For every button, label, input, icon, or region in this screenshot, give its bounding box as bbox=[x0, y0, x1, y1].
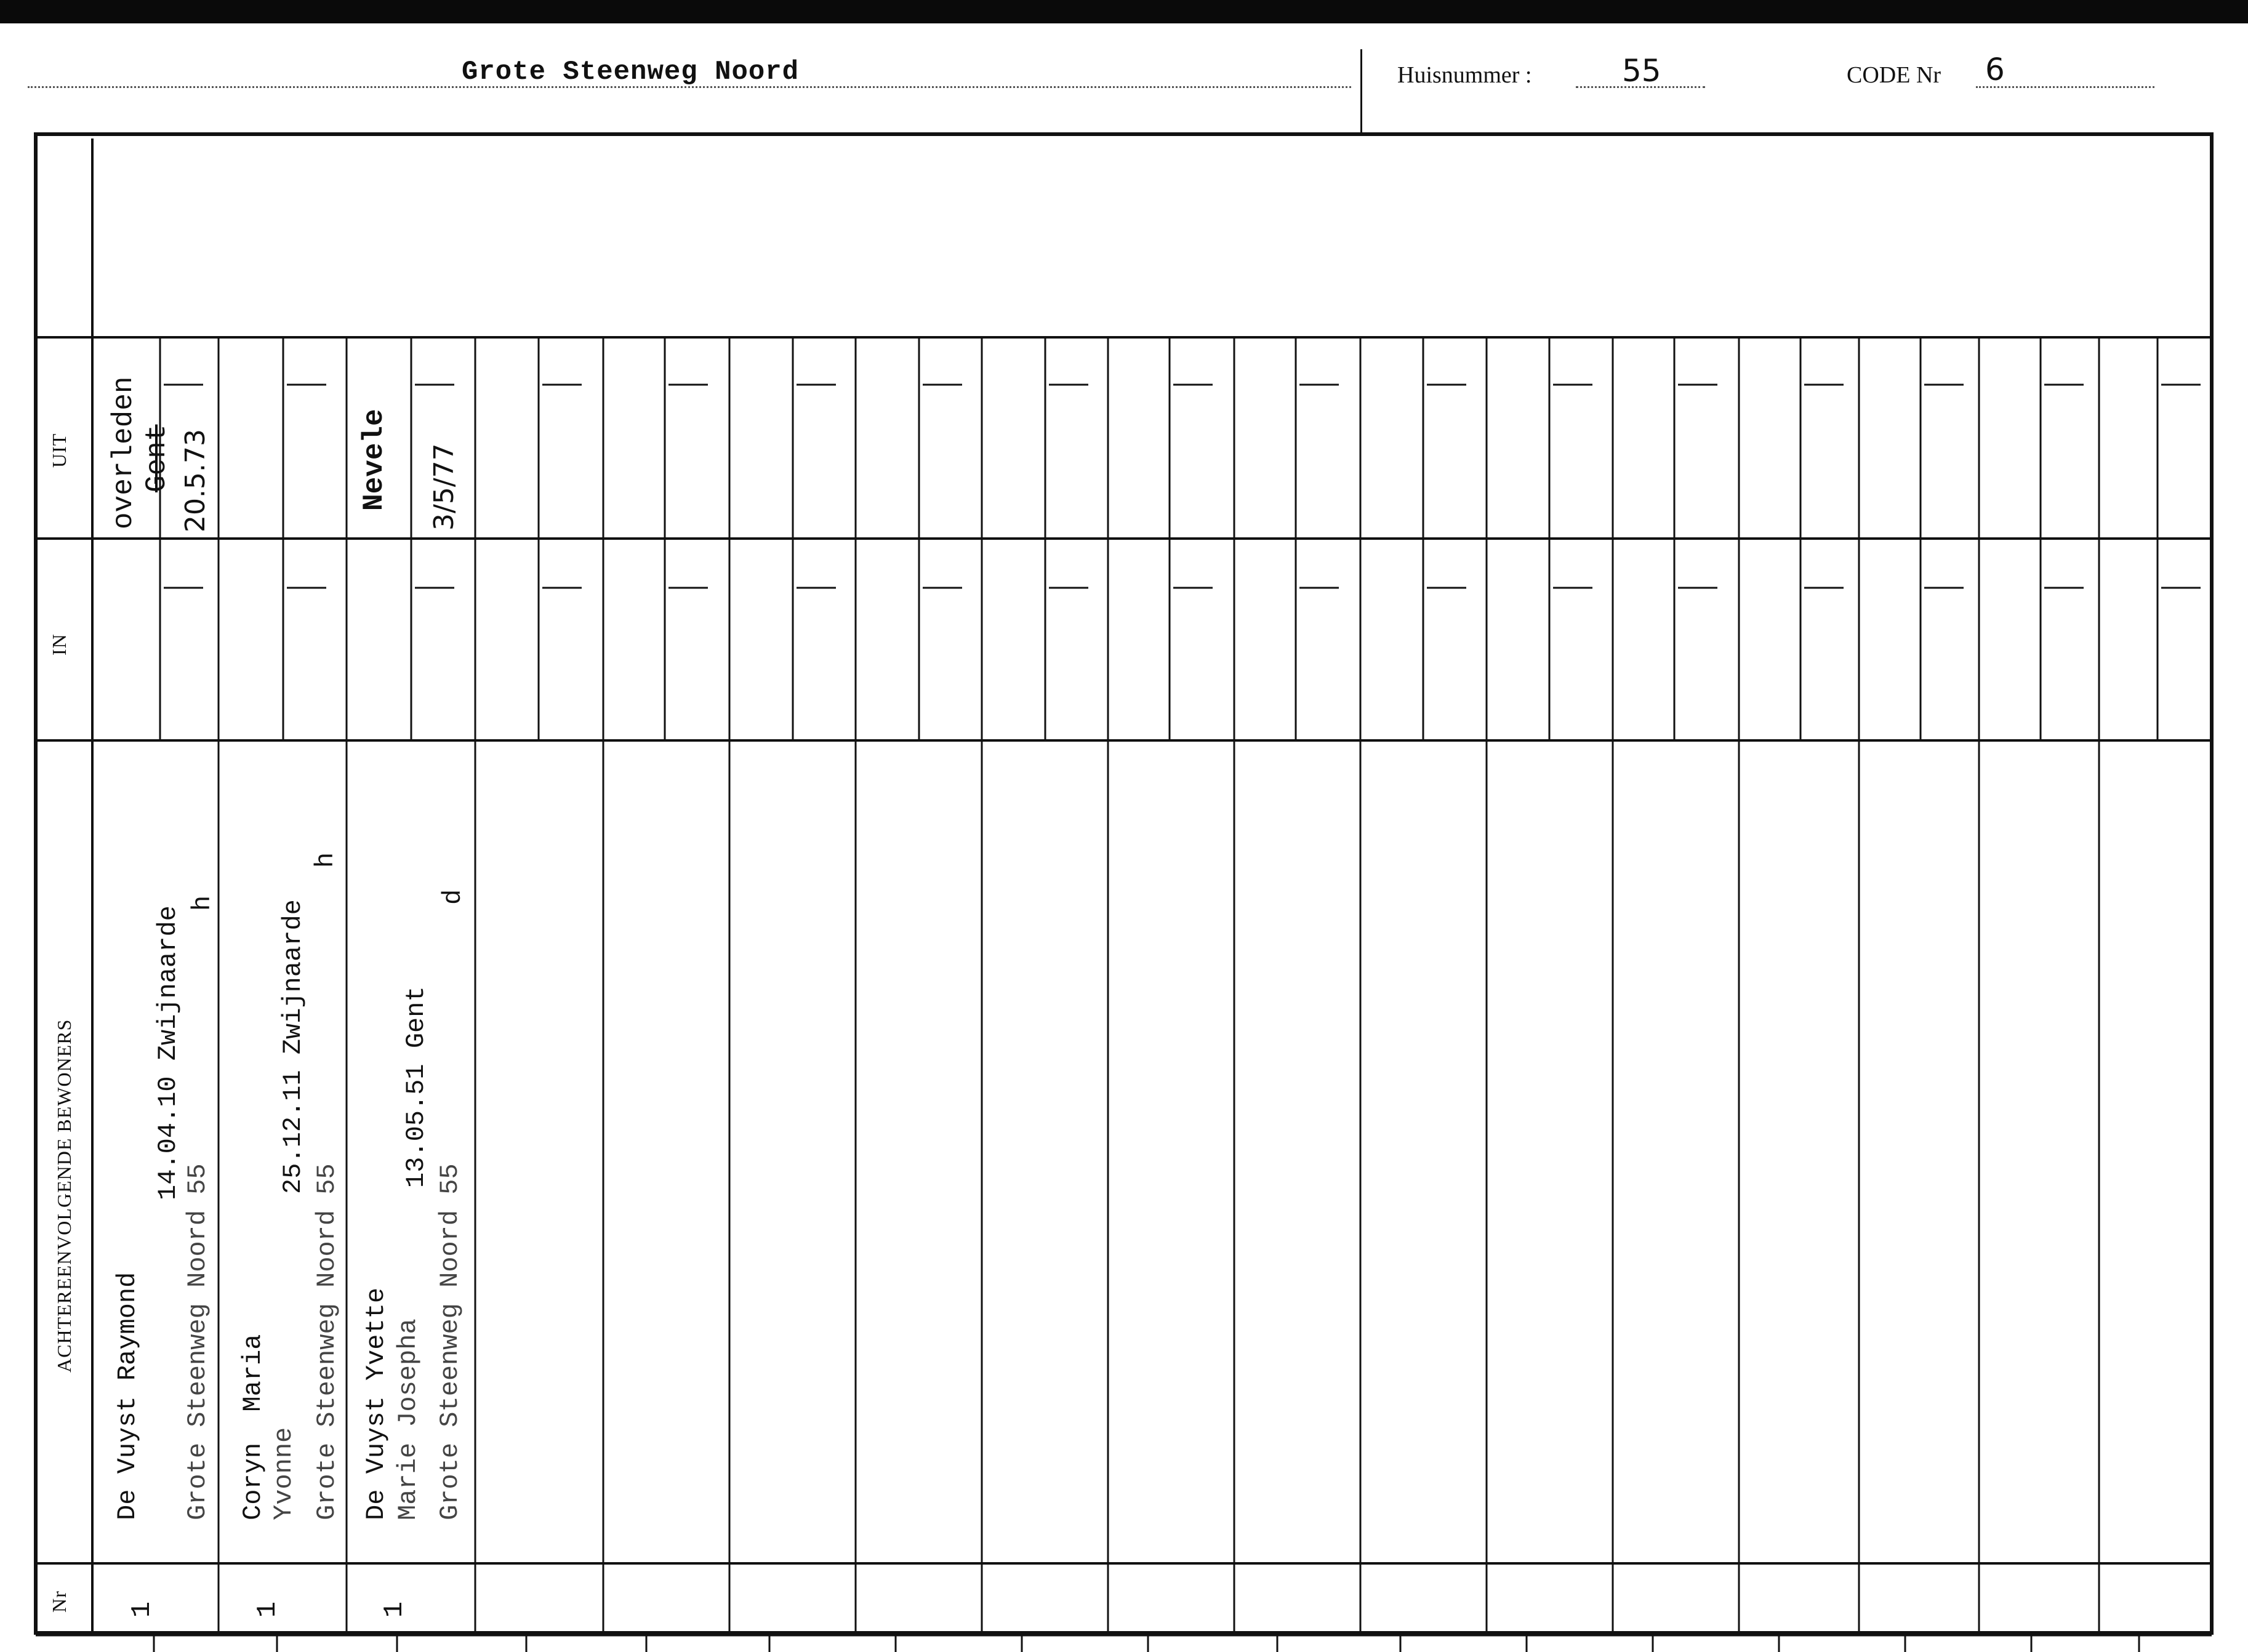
bottom-ticks bbox=[154, 1635, 2139, 1652]
street-name: Grote Steenweg Noord bbox=[462, 57, 800, 87]
code-label: CODE Nr bbox=[1847, 62, 1941, 88]
resident-1-address: Grote Steenweg Noord 55 bbox=[183, 1163, 212, 1520]
resident-1-nr: 1 bbox=[127, 1601, 158, 1618]
residents-label: ACHTEREENVOLGENDE BEWONERS bbox=[53, 1019, 75, 1373]
resident-1-uit-line2: Gent bbox=[141, 424, 173, 492]
resident-1-uit-line3: 20.5.73 bbox=[180, 429, 211, 532]
resident-2-mark: h bbox=[311, 852, 340, 868]
nr-label: Nr bbox=[48, 1590, 70, 1613]
resident-1-uit-line1: overleden bbox=[108, 376, 140, 529]
resident-3-name: De Vuyst Yvette bbox=[361, 1287, 391, 1520]
resident-3-nr: 1 bbox=[379, 1601, 411, 1618]
house-number-value: 55 bbox=[1622, 53, 1661, 89]
dash-marks bbox=[164, 385, 2201, 588]
resident-1-birth: 14.04.10 Zwijnaarde bbox=[153, 905, 183, 1200]
resident-2-name-line2: Yvonne bbox=[269, 1427, 299, 1520]
code-value: 6 bbox=[1985, 52, 2005, 87]
major-column-lines bbox=[219, 337, 2099, 1631]
resident-3-uit-line3: 3/5/77 bbox=[428, 443, 460, 531]
resident-2-name: Coryn Maria bbox=[238, 1334, 268, 1520]
resident-3-uit-line1: Nevele bbox=[358, 409, 390, 511]
resident-2-birth: 25.12.11 Zwijnaarde bbox=[278, 899, 308, 1194]
resident-2-nr: 1 bbox=[252, 1601, 284, 1618]
uit-label: UIT bbox=[48, 433, 70, 468]
in-label: IN bbox=[48, 633, 70, 656]
resident-1-mark: h bbox=[188, 895, 217, 911]
resident-3-birth: 13.05.51 Gent bbox=[401, 986, 431, 1188]
resident-3-mark: d bbox=[438, 889, 468, 905]
resident-3-name-line2: Marie Josepha bbox=[393, 1318, 423, 1520]
resident-2-address: Grote Steenweg Noord 55 bbox=[312, 1163, 342, 1520]
resident-3-address: Grote Steenweg Noord 55 bbox=[435, 1163, 465, 1520]
resident-1-name: De Vuyst Raymond bbox=[113, 1272, 142, 1520]
house-number-label: Huisnummer : bbox=[1397, 62, 1532, 88]
